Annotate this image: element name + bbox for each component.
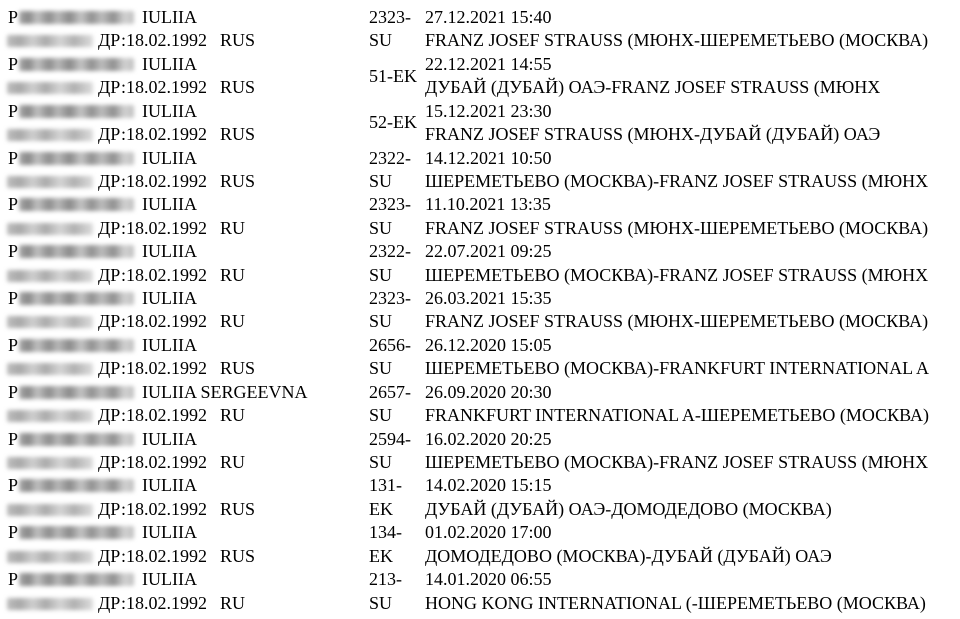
redacted-document-number-block — [7, 316, 93, 328]
passenger-surname-initial: P — [8, 147, 19, 168]
carrier-code: EK — [369, 498, 393, 519]
passenger-details-line — [8, 357, 360, 380]
flight-cell — [360, 100, 425, 147]
route-cell — [425, 193, 960, 240]
flight-route: ДУБАЙ (ДУБАЙ) ОАЭ-ДОМОДЕДОВО (МОСКВА) — [425, 498, 832, 519]
flight-datetime: 16.02.2020 20:25 — [425, 428, 552, 449]
flight-cell — [360, 334, 425, 381]
flight-number: 2322- — [369, 147, 411, 168]
citizenship-code: RU — [219, 217, 245, 238]
flight-cell — [360, 381, 425, 428]
passenger-given-name: IULIIA — [142, 288, 197, 309]
citizenship-code: RUS — [219, 545, 255, 566]
passenger-cell — [0, 193, 360, 240]
redacted-document-number-block — [7, 176, 93, 188]
passenger-cell — [0, 147, 360, 194]
citizenship-code: RU — [219, 592, 245, 613]
redacted-surname-block — [19, 479, 134, 492]
passenger-details-line — [8, 592, 360, 615]
flight-cell — [360, 193, 425, 240]
flight-datetime: 14.01.2020 06:55 — [425, 569, 552, 590]
redacted-document-number-block — [7, 270, 93, 282]
passenger-details-line — [8, 123, 360, 146]
flight-number: 2657- — [369, 381, 411, 402]
route-cell — [425, 521, 960, 568]
citizenship-code: RU — [219, 451, 245, 472]
passenger-name-line — [8, 381, 360, 404]
passenger-flight-row — [0, 193, 960, 240]
passenger-flight-row — [0, 53, 960, 100]
flight-datetime: 15.12.2021 23:30 — [425, 100, 552, 121]
passenger-name-line — [8, 147, 360, 170]
flight-number: 2656- — [369, 334, 411, 355]
redacted-document-number-block — [7, 35, 93, 47]
redacted-document-number-block — [7, 598, 93, 610]
passenger-flight-row — [0, 381, 960, 428]
carrier-code: SU — [369, 358, 393, 379]
redacted-surname-block — [19, 386, 134, 399]
flight-cell — [360, 428, 425, 475]
carrier-code: SU — [369, 264, 393, 285]
passenger-surname-initial: P — [8, 381, 19, 402]
flight-route: FRANZ JOSEF STRAUSS (МЮНХ-ДУБАЙ (ДУБАЙ) ОАЭ — [425, 124, 881, 145]
passenger-cell — [0, 287, 360, 334]
carrier-code: SU — [369, 30, 393, 51]
passenger-given-name: IULIIA — [142, 147, 197, 168]
passenger-cell — [0, 53, 360, 100]
carrier-code: SU — [369, 451, 393, 472]
flight-route: ШЕРЕМЕТЬЕВО (МОСКВА)-FRANZ JOSEF STRAUSS (МЮНХ — [425, 264, 929, 285]
birth-date-label: ДР:18.02.1992 — [98, 405, 207, 426]
passenger-details-line — [8, 310, 360, 333]
redacted-document-number-block — [7, 551, 93, 563]
passenger-details-line — [8, 498, 360, 521]
passenger-cell — [0, 521, 360, 568]
flight-datetime: 01.02.2020 17:00 — [425, 522, 552, 543]
passenger-cell — [0, 6, 360, 53]
flight-datetime: 14.12.2021 10:50 — [425, 147, 552, 168]
citizenship-code: RU — [219, 311, 245, 332]
carrier-code: SU — [369, 170, 393, 191]
carrier-code: SU — [369, 217, 393, 238]
route-cell — [425, 428, 960, 475]
flight-number: 51-EK — [369, 65, 417, 86]
passenger-cell — [0, 240, 360, 287]
passenger-given-name: IULIIA — [142, 475, 197, 496]
carrier-code: SU — [369, 592, 393, 613]
passenger-details-line — [8, 451, 360, 474]
passenger-name-line — [8, 334, 360, 357]
citizenship-code: RU — [219, 264, 245, 285]
passenger-surname-initial: P — [8, 475, 19, 496]
passenger-surname-initial: P — [8, 100, 19, 121]
passenger-flight-row — [0, 240, 960, 287]
passenger-surname-initial: P — [8, 241, 19, 262]
flight-cell — [360, 53, 425, 100]
flight-route: FRANKFURT INTERNATIONAL A-ШЕРЕМЕТЬЕВО (МОСКВА) — [425, 405, 930, 426]
citizenship-code: RU — [219, 405, 245, 426]
flight-datetime: 11.10.2021 13:35 — [425, 194, 551, 215]
passenger-surname-initial: P — [8, 194, 19, 215]
passenger-cell — [0, 334, 360, 381]
birth-date-label: ДР:18.02.1992 — [98, 358, 207, 379]
redacted-surname-block — [19, 152, 134, 165]
flight-datetime: 27.12.2021 15:40 — [425, 7, 552, 27]
passenger-details-line — [8, 545, 360, 568]
passenger-cell — [0, 381, 360, 428]
passenger-given-name: IULIIA — [142, 428, 197, 449]
birth-date-label: ДР:18.02.1992 — [98, 77, 207, 98]
flight-number: 2323- — [369, 7, 411, 27]
flight-datetime: 26.03.2021 15:35 — [425, 288, 552, 309]
flight-number: 2594- — [369, 428, 411, 449]
citizenship-code: RUS — [219, 30, 255, 51]
flight-datetime: 14.02.2020 15:15 — [425, 475, 552, 496]
passenger-details-line — [8, 217, 360, 240]
passenger-name-line — [8, 100, 360, 123]
passenger-details-line — [8, 29, 360, 52]
birth-date-label: ДР:18.02.1992 — [98, 311, 207, 332]
carrier-code: SU — [369, 311, 393, 332]
route-cell — [425, 381, 960, 428]
redacted-surname-block — [19, 58, 134, 71]
passenger-given-name: IULIIA — [142, 241, 197, 262]
passenger-cell — [0, 428, 360, 475]
route-cell — [425, 568, 960, 615]
route-cell — [425, 334, 960, 381]
passenger-cell — [0, 474, 360, 521]
redacted-surname-block — [19, 245, 134, 258]
redacted-document-number-block — [7, 504, 93, 516]
flight-datetime: 22.12.2021 14:55 — [425, 53, 552, 74]
birth-date-label: ДР:18.02.1992 — [98, 217, 207, 238]
passenger-given-name: IULIIA — [142, 100, 197, 121]
passenger-name-line — [8, 53, 360, 76]
flight-number: 213- — [369, 569, 402, 590]
redacted-document-number-block — [7, 82, 93, 94]
redacted-surname-block — [19, 105, 134, 118]
route-cell — [425, 53, 960, 100]
passenger-given-name: IULIIA — [142, 569, 197, 590]
passenger-flight-row — [0, 334, 960, 381]
passenger-surname-initial: P — [8, 288, 19, 309]
birth-date-label: ДР:18.02.1992 — [98, 498, 207, 519]
flight-route: FRANZ JOSEF STRAUSS (МЮНХ-ШЕРЕМЕТЬЕВО (МОСКВА) — [425, 30, 929, 51]
route-cell — [425, 240, 960, 287]
flight-number: 134- — [369, 522, 402, 543]
birth-date-label: ДР:18.02.1992 — [98, 124, 207, 145]
citizenship-code: RUS — [219, 358, 255, 379]
passenger-details-line — [8, 170, 360, 193]
passenger-given-name: IULIIA — [142, 53, 197, 74]
flight-number: 2323- — [369, 194, 411, 215]
passenger-given-name: IULIIA — [142, 194, 197, 215]
flight-number: 2323- — [369, 288, 411, 309]
flight-cell — [360, 240, 425, 287]
redacted-document-number-block — [7, 457, 93, 469]
passenger-details-line — [8, 264, 360, 287]
carrier-code: EK — [369, 545, 393, 566]
citizenship-code: RUS — [219, 124, 255, 145]
passenger-flight-row — [0, 521, 960, 568]
birth-date-label: ДР:18.02.1992 — [98, 545, 207, 566]
passenger-cell — [0, 100, 360, 147]
carrier-code: SU — [369, 405, 393, 426]
flight-cell — [360, 521, 425, 568]
passenger-surname-initial: P — [8, 522, 19, 543]
passenger-surname-initial: P — [8, 569, 19, 590]
passenger-name-line — [8, 428, 360, 451]
flight-route: ШЕРЕМЕТЬЕВО (МОСКВА)-FRANZ JOSEF STRAUSS (МЮНХ — [425, 451, 929, 472]
birth-date-label: ДР:18.02.1992 — [98, 30, 207, 51]
flight-route: ШЕРЕМЕТЬЕВО (МОСКВА)-FRANKFURT INTERNATIONAL A — [425, 358, 930, 379]
citizenship-code: RUS — [219, 170, 255, 191]
passenger-surname-initial: P — [8, 428, 19, 449]
passenger-cell — [0, 568, 360, 615]
passenger-details-line — [8, 404, 360, 427]
route-cell — [425, 100, 960, 147]
flight-cell — [360, 474, 425, 521]
flight-route: FRANZ JOSEF STRAUSS (МЮНХ-ШЕРЕМЕТЬЕВО (МОСКВА) — [425, 217, 929, 238]
passenger-name-line — [8, 240, 360, 263]
passenger-surname-initial: P — [8, 334, 19, 355]
passenger-details-line — [8, 76, 360, 99]
redacted-document-number-block — [7, 363, 93, 375]
passenger-given-name: IULIIA — [142, 7, 197, 27]
birth-date-label: ДР:18.02.1992 — [98, 451, 207, 472]
passenger-given-name: IULIIA SERGEEVNA — [142, 381, 308, 402]
passenger-flight-row — [0, 474, 960, 521]
flight-route: ШЕРЕМЕТЬЕВО (МОСКВА)-FRANZ JOSEF STRAUSS (МЮНХ — [425, 170, 929, 191]
flight-number: 2322- — [369, 241, 411, 262]
redacted-surname-block — [19, 573, 134, 586]
redacted-surname-block — [19, 339, 134, 352]
redacted-surname-block — [19, 433, 134, 446]
flight-route: HONG KONG INTERNATIONAL (-ШЕРЕМЕТЬЕВО (МОСКВА) — [425, 592, 926, 613]
passenger-name-line — [8, 287, 360, 310]
passenger-flight-row — [0, 147, 960, 194]
passenger-flight-row — [0, 287, 960, 334]
flight-number: 131- — [369, 475, 402, 496]
flight-datetime: 22.07.2021 09:25 — [425, 241, 552, 262]
passenger-flight-row — [0, 100, 960, 147]
birth-date-label: ДР:18.02.1992 — [98, 170, 207, 191]
redacted-document-number-block — [7, 129, 93, 141]
passenger-name-line — [8, 6, 360, 29]
citizenship-code: RUS — [219, 77, 255, 98]
birth-date-label: ДР:18.02.1992 — [98, 264, 207, 285]
redacted-document-number-block — [7, 223, 93, 235]
flight-cell — [360, 287, 425, 334]
flight-route: ДОМОДЕДОВО (МОСКВА)-ДУБАЙ (ДУБАЙ) ОАЭ — [425, 545, 832, 566]
birth-date-label: ДР:18.02.1992 — [98, 592, 207, 613]
flight-cell — [360, 147, 425, 194]
passenger-name-line — [8, 568, 360, 591]
redacted-surname-block — [19, 526, 134, 539]
flight-route: FRANZ JOSEF STRAUSS (МЮНХ-ШЕРЕМЕТЬЕВО (МОСКВА) — [425, 311, 929, 332]
route-cell — [425, 287, 960, 334]
flight-cell — [360, 568, 425, 615]
passenger-flight-row — [0, 428, 960, 475]
passenger-name-line — [8, 521, 360, 544]
route-cell — [425, 147, 960, 194]
flight-datetime: 26.12.2020 15:05 — [425, 334, 552, 355]
flight-number: 52-EK — [369, 112, 417, 133]
passenger-surname-initial: P — [8, 7, 19, 27]
citizenship-code: RUS — [219, 498, 255, 519]
passenger-flight-row — [0, 568, 960, 615]
passenger-name-line — [8, 474, 360, 497]
redacted-surname-block — [19, 198, 134, 211]
flight-cell — [360, 6, 425, 53]
passenger-given-name: IULIIA — [142, 522, 197, 543]
flight-datetime: 26.09.2020 20:30 — [425, 381, 552, 402]
flight-route: ДУБАЙ (ДУБАЙ) ОАЭ-FRANZ JOSEF STRAUSS (МЮНХ — [425, 77, 881, 98]
redacted-surname-block — [19, 292, 134, 305]
passenger-given-name: IULIIA — [142, 334, 197, 355]
passenger-flight-row — [0, 6, 960, 53]
redacted-document-number-block — [7, 410, 93, 422]
passenger-surname-initial: P — [8, 53, 19, 74]
route-cell — [425, 474, 960, 521]
redacted-surname-block — [19, 11, 134, 24]
route-cell — [425, 6, 960, 53]
passenger-name-line — [8, 193, 360, 216]
